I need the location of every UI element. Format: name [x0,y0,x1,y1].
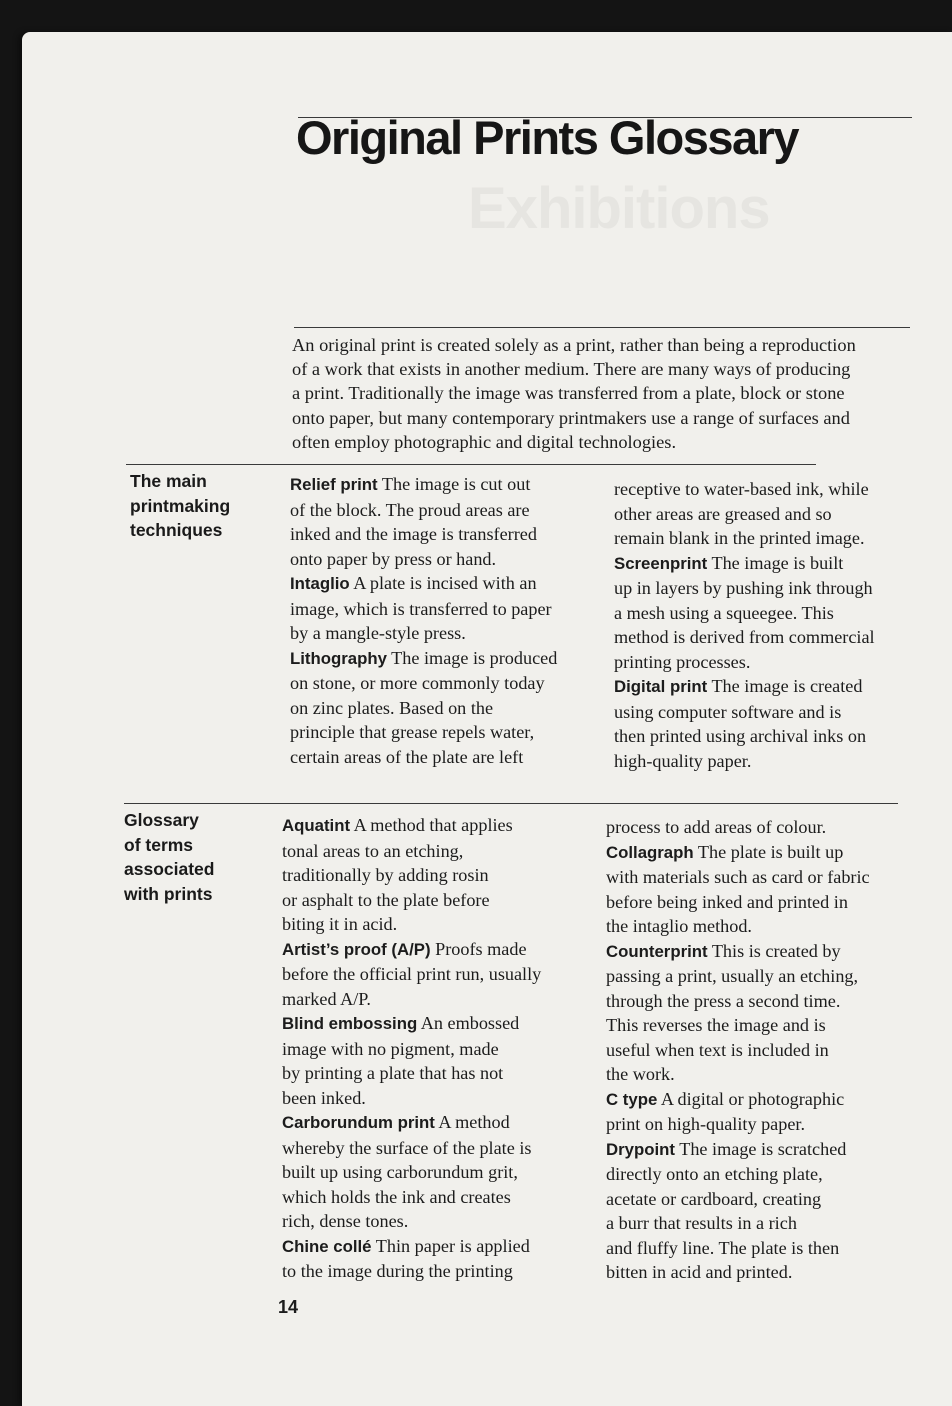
definition-text: useful when text is included in [606,1039,829,1060]
text-line [282,863,541,888]
definition-text: The image is produced [386,647,558,668]
definition-text: then printed using archival inks on [614,726,867,746]
definition-text: marked A/P. [282,988,371,1009]
heading-line: techniques [130,520,223,540]
text-line [606,1112,870,1137]
glossary-term: Screenprint [614,553,708,573]
text-line [290,547,557,572]
glossary-term: Aquatint [282,816,351,835]
text-line [606,815,870,840]
definition-text: through the press a second time. [606,990,841,1011]
definition-text: traditionally by adding rosin [282,865,489,885]
glossary-entry-line [282,813,541,839]
intro-paragraph [292,333,912,454]
definition-text: the intaglio method. [606,916,752,936]
definition-text: print on high-quality paper. [606,1114,806,1134]
section-heading-techniques [130,469,230,543]
glossary-term: Digital print [614,677,708,696]
text-line [606,1162,870,1187]
heading-line: The main [130,471,207,491]
intro-line: An original print is created solely as a print, rather than being a reproduction [292,335,856,355]
text-line [282,987,541,1012]
glossary-entry-line [282,1011,541,1037]
definition-text: or asphalt to the plate before [282,889,490,910]
definition-text: process to add areas of colour. [606,817,827,837]
text-line [282,1061,541,1086]
definition-text: method is derived from commercial [614,627,875,647]
glossary-entry-line [614,674,875,700]
glossary-entry-line [290,472,557,498]
glossary-term: Artist’s proof (A/P) [282,939,431,959]
definition-text: by a mangle-style press. [290,623,466,643]
heading-line: printmaking [130,495,231,516]
section2-rule [124,803,898,804]
text-line [614,625,875,650]
definition-text: been inked. [282,1087,366,1108]
glossary-entry-line [606,1087,870,1113]
glossary-column-left [282,813,541,1284]
definition-text: on zinc plates. Based on the [290,697,494,718]
definition-text: This reverses the image and is [606,1015,826,1035]
definition-text: before the official print run, usually [282,964,542,984]
glossary-term: Drypoint [606,1139,675,1159]
text-line [614,700,875,725]
text-line [290,498,557,523]
definition-text: a mesh using a squeegee. This [614,602,834,623]
text-line [282,1259,541,1284]
text-line [282,1209,541,1234]
definition-text: image with no pigment, made [282,1038,499,1059]
definition-text: biting it in acid. [282,914,398,934]
heading-line: Glossary [124,810,199,830]
glossary-entry-line [606,1137,870,1163]
definition-text: The image is cut out [377,474,531,494]
text-line [606,1260,870,1285]
glossary-term: Counterprint [606,941,708,961]
definition-text: An embossed [417,1013,520,1033]
text-line [290,621,557,646]
page-number: 14 [278,1297,299,1317]
techniques-column-right [614,477,875,773]
heading-line: of terms [124,834,194,855]
glossary-term: C type [606,1089,658,1109]
definition-text: A method that applies [350,815,513,835]
intro-rule [294,327,910,328]
intro-line: of a work that exists in another medium. There are many ways of producing [292,359,851,380]
text-line [282,962,541,987]
definition-text: receptive to water-based ink, while [614,479,869,499]
glossary-column-right [606,815,870,1285]
glossary-entry-line [282,1234,541,1260]
definition-text: A method [434,1112,510,1132]
text-line [614,502,875,527]
definition-text: with materials such as card or fabric [606,867,870,887]
text-line [290,745,557,770]
glossary-entry-line [614,551,875,577]
text-line [282,1185,541,1210]
definition-text: the work. [606,1064,675,1084]
definition-text: using computer software and is [614,701,842,722]
glossary-entry-line [290,646,557,672]
definition-text: built up using carborundum grit, [282,1162,518,1182]
section1-rule [126,464,816,465]
definition-text: The image is built [707,552,844,573]
intro-line: a print. Traditionally the image was transferred from a plate, block or stone [292,383,845,404]
definition-text: A plate is incised with an [349,573,537,593]
definition-text: bitten in acid and printed. [606,1262,793,1282]
definition-text: rich, dense tones. [282,1211,409,1231]
page-title: Original Prints Glossary [296,111,799,164]
show-through-text: Exhibitions [468,176,770,241]
definition-text: This is created by [707,940,841,961]
definition-text: principle that grease repels water, [290,722,535,742]
glossary-term: Intaglio [290,574,350,593]
glossary-term: Lithography [290,648,387,668]
intro-line: onto paper, but many contemporary printmakers use a range of surfaces and [292,407,850,428]
definition-text: which holds the ink and creates [282,1186,511,1207]
text-line [614,576,875,601]
definition-text: on stone, or more commonly today [290,673,545,693]
definition-text: The image is created [707,676,863,696]
definition-text: acetate or cardboard, creating [606,1188,822,1209]
definition-text: passing a print, usually an etching, [606,966,859,986]
text-line [282,839,541,864]
glossary-entry-line [606,939,870,965]
glossary-entry-line [606,840,870,866]
definition-text: a burr that results in a rich [606,1213,797,1233]
definition-text: printing processes. [614,651,751,672]
text-line [606,989,870,1014]
text-line [606,1211,870,1236]
text-line [290,720,557,745]
definition-text: up in layers by pushing ink through [614,578,873,598]
definition-text: of the block. The proud areas are [290,499,530,520]
definition-text: image, which is transferred to paper [290,598,552,619]
text-line [606,1062,870,1087]
definition-text: The image is scratched [675,1138,847,1159]
definition-text: whereby the surface of the plate is [282,1137,532,1158]
heading-line: with prints [124,883,213,904]
definition-text: other areas are greased and so [614,503,832,524]
intro-line: often employ photographic and digital technologies. [292,431,677,452]
section-heading-glossary [124,808,214,906]
glossary-term: Carborundum print [282,1113,435,1132]
text-line [606,1236,870,1261]
text-line [614,477,875,502]
definition-text: by printing a plate that has not [282,1063,504,1083]
text-line [606,964,870,989]
text-line [290,671,557,696]
glossary-entry-line [290,571,557,597]
definition-text: A digital or photographic [657,1088,845,1109]
definition-text: tonal areas to an etching, [282,840,464,861]
text-line [606,1038,870,1063]
text-line [614,526,875,551]
heading-line: associated [124,859,215,879]
text-line [606,890,870,915]
definition-text: Proofs made [430,938,527,959]
text-line [282,1037,541,1062]
definition-text: certain areas of the plate are left [290,746,524,767]
text-line [614,749,875,774]
glossary-term: Collagraph [606,842,694,862]
text-line [290,696,557,721]
definition-text: onto paper by press or hand. [290,548,497,569]
text-line [614,724,875,749]
glossary-entry-line [282,937,541,963]
text-line [282,1136,541,1161]
text-line [614,650,875,675]
definition-text: inked and the image is transferred [290,524,537,544]
text-line [606,1187,870,1212]
text-line [606,1013,870,1038]
glossary-term: Blind embossing [282,1014,418,1033]
text-line [290,522,557,547]
text-line [614,601,875,626]
definition-text: high-quality paper. [614,750,752,771]
text-line [282,912,541,937]
definition-text: remain blank in the printed image. [614,528,865,548]
text-line [606,865,870,890]
text-line [290,597,557,622]
definition-text: The plate is built up [693,841,844,862]
definition-text: directly onto an etching plate, [606,1164,823,1184]
text-line [282,1160,541,1185]
definition-text: and fluffy line. The plate is then [606,1237,840,1258]
text-line [282,1086,541,1111]
glossary-term: Chine collé [282,1236,372,1256]
text-line [282,888,541,913]
text-line [606,914,870,939]
definition-text: before being inked and printed in [606,891,848,912]
definition-text: Thin paper is applied [371,1235,530,1256]
techniques-column-left [290,472,557,769]
glossary-entry-line [282,1110,541,1136]
glossary-term: Relief print [290,475,378,494]
definition-text: to the image during the printing [282,1261,513,1281]
